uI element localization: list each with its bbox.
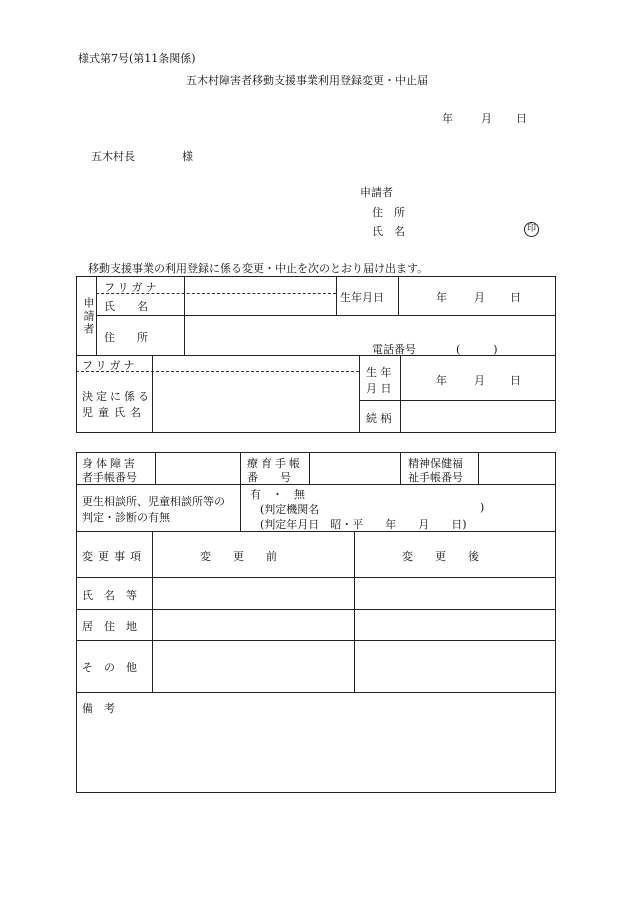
name-label: 氏 名 xyxy=(104,300,148,313)
child-name-label-2: 児童氏名 xyxy=(82,406,146,419)
phone-label: 電話番号 xyxy=(372,343,416,356)
birth-year-label: 年 xyxy=(436,291,447,304)
addressee: 五木村長 xyxy=(91,150,135,163)
remarks-label: 備 考 xyxy=(82,702,115,715)
child-birth-year: 年 xyxy=(436,374,447,387)
presence-label: 有 ・ 無 xyxy=(250,488,305,501)
phone-paren: ( ) xyxy=(456,343,498,356)
disability-label-2: 者手帳番号 xyxy=(82,471,137,484)
mental-label-2: 祉手帳番号 xyxy=(408,471,463,484)
date-day-label: 日 xyxy=(516,112,527,125)
address-label: 住 所 xyxy=(104,331,148,344)
ryoiku-label-1: 療育手帳 xyxy=(247,457,303,470)
child-name-label-1: 決定に係る xyxy=(82,390,152,403)
after-label: 変 更 後 xyxy=(402,550,479,563)
applicant-heading: 申請者 xyxy=(360,186,393,199)
judge-date-label: (判定年月日 昭・平 年 月 日) xyxy=(260,518,467,531)
furigana-label: フリガナ xyxy=(104,281,160,294)
row-residence-label: 居 住 地 xyxy=(82,620,137,633)
applicant-name-label: 氏 名 xyxy=(372,225,405,238)
relation-label: 続 柄 xyxy=(366,412,392,425)
child-furigana-label: フリガナ xyxy=(82,359,138,372)
consult-label-1: 更生相談所、児童相談所等の xyxy=(82,495,225,508)
child-birth-label-1: 生 年 xyxy=(366,366,392,379)
child-birth-day: 日 xyxy=(510,374,521,387)
document-title: 五木村障害者移動支援事業利用登録変更・中止届 xyxy=(186,74,428,87)
birth-month-label: 月 xyxy=(474,291,485,304)
row-other-label: そ の 他 xyxy=(82,661,137,674)
agency-label: (判定機関名 xyxy=(260,503,320,516)
mental-label-1: 精神保健福 xyxy=(408,457,463,470)
before-label: 変 更 前 xyxy=(200,550,277,563)
birthdate-label: 生年月日 xyxy=(340,291,384,304)
child-birth-label-2: 月 日 xyxy=(366,382,392,395)
date-year-label: 年 xyxy=(442,112,453,125)
date-month-label: 月 xyxy=(481,112,492,125)
form-number: 様式第7号(第11条関係) xyxy=(78,52,196,65)
applicant-side-label: 申請者 xyxy=(82,297,95,336)
child-birth-month: 月 xyxy=(474,374,485,387)
birth-day-label: 日 xyxy=(510,291,521,304)
seal-mark: 印 xyxy=(524,222,539,237)
disability-label-1: 身体障害 xyxy=(82,457,138,470)
ryoiku-label-2: 番 号 xyxy=(247,471,291,484)
row-name-label: 氏 名 等 xyxy=(82,589,137,602)
change-item-label: 変更事項 xyxy=(82,550,146,563)
consult-label-2: 判定・診断の有無 xyxy=(82,511,170,524)
applicant-address-label: 住 所 xyxy=(372,206,405,219)
intro-text: 移動支援事業の利用登録に係る変更・中止を次のとおり届け出ます。 xyxy=(88,262,429,275)
honorific: 様 xyxy=(182,150,193,163)
agency-close: ) xyxy=(480,501,485,514)
